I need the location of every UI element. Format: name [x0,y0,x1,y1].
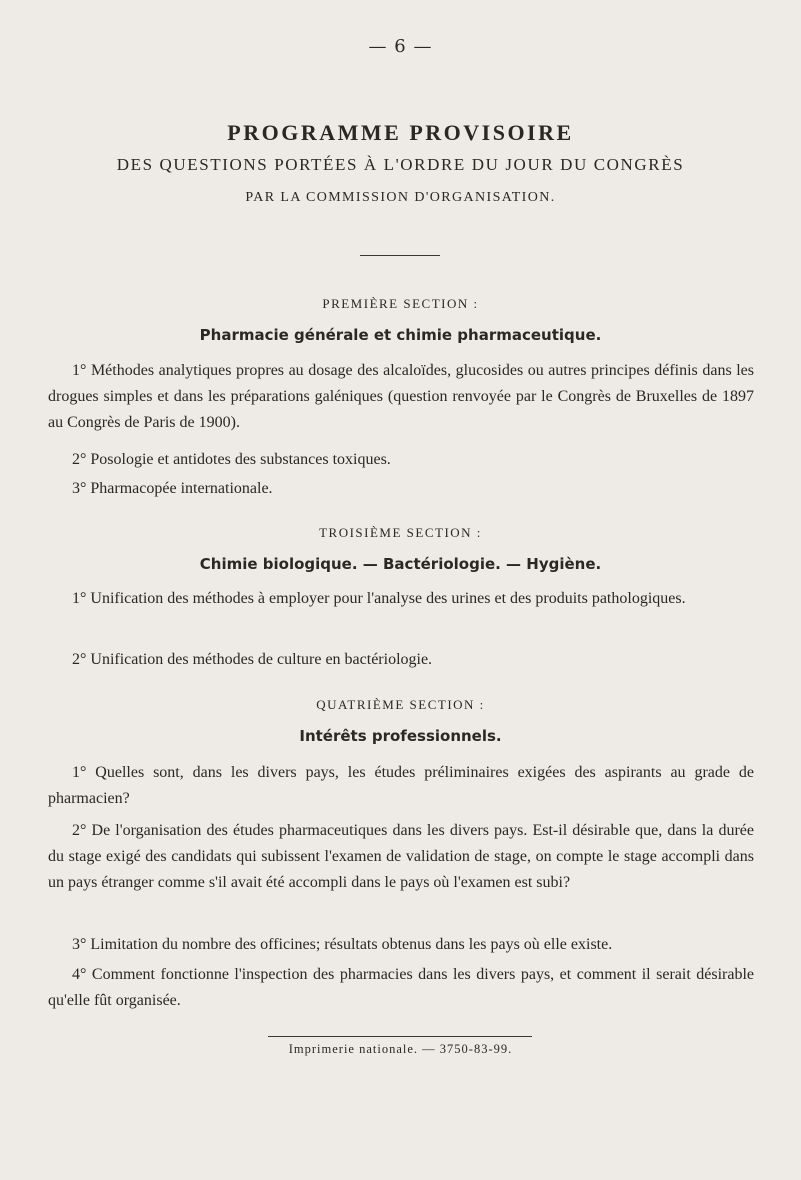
section-heading-1: Pharmacie générale et chimie pharmaceutique. [199,326,602,344]
section-label-3: TROISIÈME SECTION : [319,525,482,540]
section-3-item-1: 1° Unification des méthodes à employer pour l'analyse des urines et des produits pathologiques. [72,590,686,607]
section-label-1: PREMIÈRE SECTION : [322,296,479,311]
subtitle-line-2: PAR LA COMMISSION D'ORGANISATION. [245,190,556,205]
section-1-item-2: 2° Posologie et antidotes des substances toxiques. [72,451,391,468]
section-label-4: QUATRIÈME SECTION : [316,697,485,712]
section-4-item-4: 4° Comment fonctionne l'inspection des pharmacies dans les divers pays, et comment il serait désirable qu'elle fût organisée. [48,966,754,1009]
section-heading-3: Chimie biologique. — Bactériologie. — Hygiène. [199,555,602,573]
title-divider [360,255,440,256]
page-title: PROGRAMME PROVISOIRE [227,120,574,145]
printer-imprint: Imprimerie nationale. — 3750-83-99. [288,1042,513,1056]
page-number: — 6 — [368,36,433,57]
subtitle-line-1: DES QUESTIONS PORTÉES À L'ORDRE DU JOUR DU CONGRÈS [116,155,685,174]
section-3-item-2: 2° Unification des méthodes de culture en bactériologie. [72,651,433,668]
footer-divider [268,1036,532,1037]
section-1-item-1: 1° Méthodes analytiques propres au dosage des alcaloïdes, glucosides ou autres principes définis dans les drogues simples et dans les préparations galéniques (question renvoyée par le Congrès de Bruxelles de 1897 au Congrès de Paris de 1900). [48,362,754,431]
section-1-item-3: 3° Pharmacopée internationale. [72,480,273,497]
section-4-item-3: 3° Limitation du nombre des officines; résultats obtenus dans les pays où elle existe. [72,936,613,953]
section-4-item-2: 2° De l'organisation des études pharmaceutiques dans les divers pays. Est-il désirable que, dans la durée du stage exigé des candidats qui subissent l'examen de validation de stage, on compte le stage accompli dans un pays étranger comme s'il avait été accompli dans le pays où l'examen est subi? [48,822,754,891]
section-heading-4: Intérêts professionnels. [299,727,502,745]
section-4-item-1: 1° Quelles sont, dans les divers pays, les études préliminaires exigées des aspirants au grade de pharmacien? [48,764,754,807]
